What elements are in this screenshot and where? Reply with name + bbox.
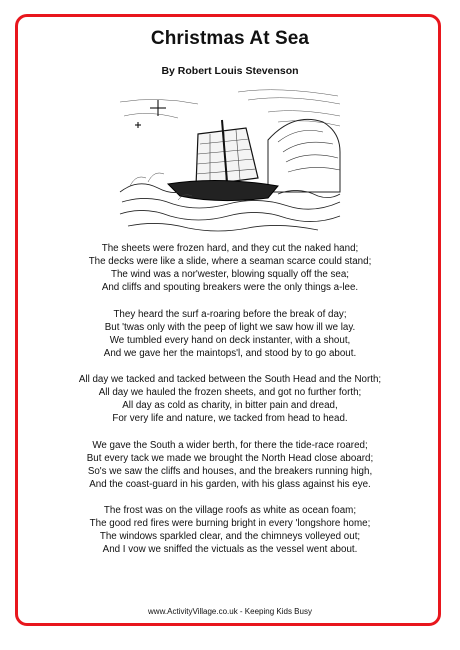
- poem-body: [0, 242, 460, 570]
- poem-line: We tumbled every hand on deck instanter, with a shout,: [109, 334, 351, 346]
- poem-line: But 'twas only with the peep of light we saw how ill we lay.: [104, 321, 356, 333]
- poem-line: The good red fires were burning bright in every 'longshore home;: [89, 518, 371, 529]
- poem-stanza: [0, 242, 460, 294]
- poem-line: The frost was on the village roofs as white as ocean foam;: [103, 505, 357, 516]
- poem-line: For very life and nature, we tacked from head to head.: [112, 413, 348, 424]
- poem-line: The sheets were frozen hard, and they cut the naked hand;: [101, 243, 359, 254]
- poem-line: So's we saw the cliffs and houses, and the breakers running high,: [87, 465, 373, 477]
- poem-title: Christmas At Sea: [150, 28, 310, 49]
- poem-stanza: [0, 373, 460, 425]
- poem-line: They heard the surf a-roaring before the break of day;: [113, 308, 347, 320]
- poem-line: The wind was a nor'wester, blowing squally off the sea;: [110, 269, 350, 280]
- poem-stanza: [0, 504, 460, 556]
- footer-credit: www.ActivityVillage.co.uk - Keeping Kids Busy: [148, 607, 312, 616]
- poem-line: And we gave her the maintops'l, and stood by to go about.: [103, 347, 357, 359]
- poem-author: By Robert Louis Stevenson: [161, 65, 299, 77]
- poem-line: But every tack we made we brought the North Head close aboard;: [86, 452, 374, 464]
- poem-line: And I vow we sniffed the victuals as the vessel went about.: [102, 544, 358, 555]
- poem-line: All day as cold as charity, in bitter pain and dread,: [122, 400, 338, 411]
- poem-stanza: [0, 308, 460, 360]
- sailing-ship-illustration: [118, 82, 342, 234]
- poem-line: All day we hauled the frozen sheets, and got no further forth;: [98, 387, 362, 398]
- poem-line: All day we tacked and tacked between the South Head and the North;: [78, 374, 382, 385]
- poem-line: We gave the South a wider berth, for there the tide-race roared;: [92, 439, 368, 451]
- poem-stanza: [0, 439, 460, 491]
- poem-line: The windows sparkled clear, and the chimneys volleyed out;: [99, 531, 361, 542]
- poem-line: And cliffs and spouting breakers were the only things a-lee.: [101, 282, 359, 293]
- poem-line: And the coast-guard in his garden, with his glass against his eye.: [89, 478, 371, 490]
- poem-line: The decks were like a slide, where a seaman scarce could stand;: [88, 256, 372, 267]
